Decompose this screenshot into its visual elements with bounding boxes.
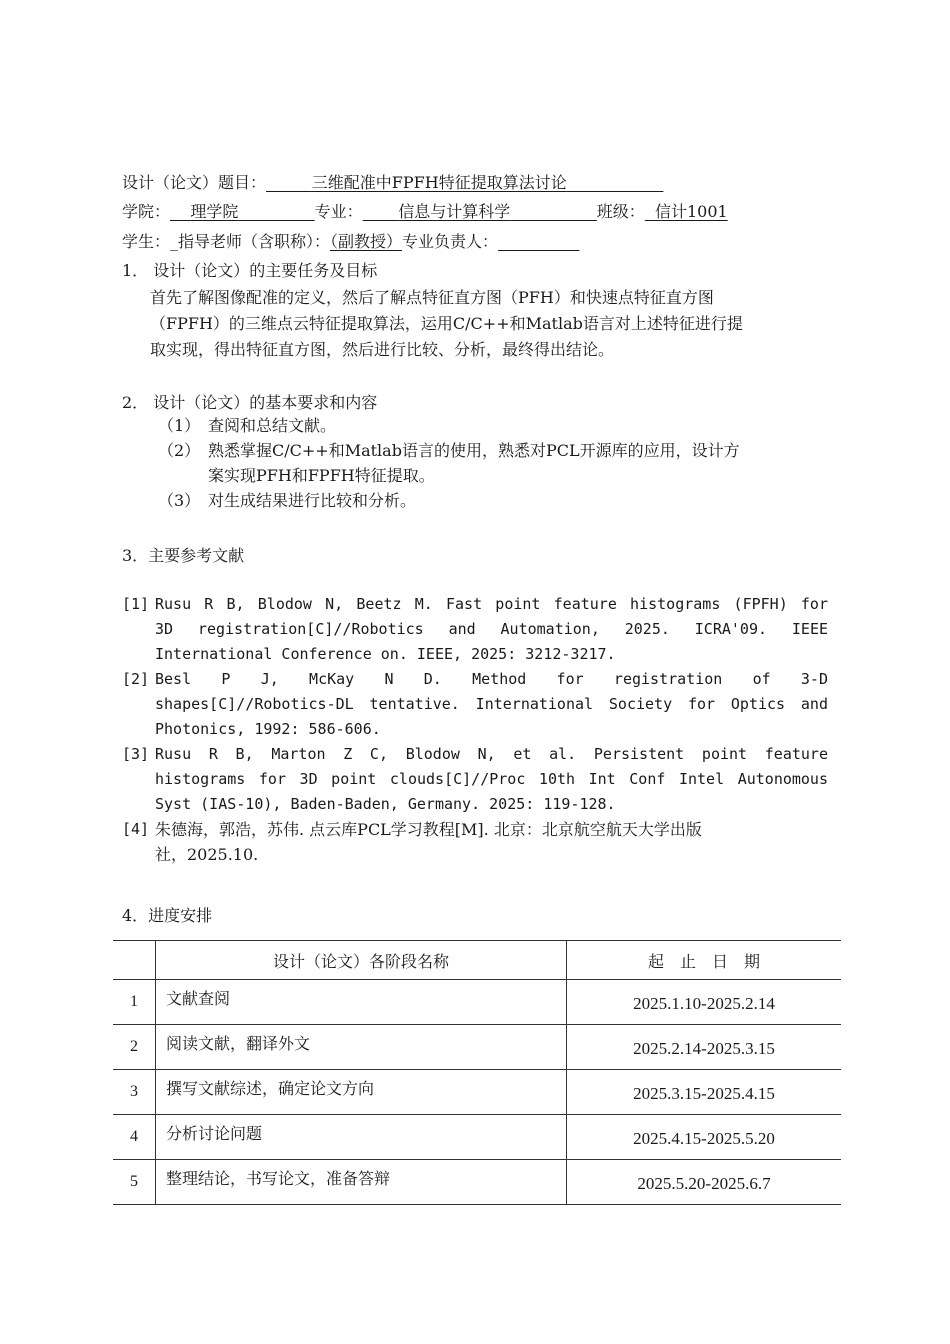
row-date: 2025.4.15-2025.5.20 [567, 1115, 842, 1160]
advisor-title: （副教授） [330, 232, 403, 251]
table-row [113, 1025, 841, 1070]
row-number: 5 [113, 1160, 156, 1205]
reference-line: International Conference on. IEEE, 2025: 3212-3217. [155, 645, 616, 663]
row-number: 2 [113, 1025, 156, 1070]
major-head-value [498, 232, 579, 251]
reference-line: histograms for 3D point clouds[C]//Proc 10th Int Conf Intel Autonomous [155, 770, 828, 788]
reference-item [122, 742, 828, 817]
reference-number: [4] [122, 820, 150, 838]
college-value: 理学院 [190, 202, 239, 221]
table-row [113, 1070, 841, 1115]
req-item-num: （2） [158, 441, 201, 460]
reference-item [122, 817, 828, 867]
table-row [113, 1115, 841, 1160]
row-stage: 整理结论，书写论文，准备答辩 [156, 1160, 567, 1205]
req-item-text: 熟悉掌握C/C++和Matlab语言的使用，熟悉对PCL开源库的应用，设计方 [208, 441, 740, 460]
row-stage: 阅读文献，翻译外文 [156, 1025, 567, 1070]
reference-line: shapes[C]//Robotics-DL tentative. International Society for Optics and [155, 695, 828, 713]
row-stage: 分析讨论问题 [156, 1115, 567, 1160]
reference-line: 社，2025.10. [155, 845, 259, 864]
schedule-table [113, 940, 841, 1205]
title-label: 设计（论文）题目： [122, 173, 267, 192]
reference-line: Besl P J, McKay N D. Method for registration of 3-D [155, 670, 828, 688]
reference-number: [1] [122, 595, 150, 613]
row-date: 2025.2.14-2025.3.15 [567, 1025, 842, 1070]
reference-number: [3] [122, 745, 150, 763]
section1-heading: 1． 设计（论文）的主要任务及目标 [122, 261, 378, 280]
row-number: 3 [113, 1070, 156, 1115]
row-stage: 撰写文献综述，确定论文方向 [156, 1070, 567, 1115]
class-value: 信计1001 [654, 202, 728, 221]
student-advisor-label: 学生：_指导老师（含职称）： [122, 232, 331, 251]
row-date: 2025.1.10-2025.2.14 [567, 980, 842, 1025]
row-date: 2025.5.20-2025.6.7 [567, 1160, 842, 1205]
req-item-text: 查阅和总结文献。 [208, 416, 337, 435]
student-line [122, 229, 579, 254]
section3-heading: 3．主要参考文献 [122, 546, 245, 565]
req-item-num: （3） [158, 491, 201, 510]
row-number: 1 [113, 980, 156, 1025]
section1-line: 取实现，得出特征直方图，然后进行比较、分析，最终得出结论。 [150, 340, 615, 359]
section1-line: （FPFH）的三维点云特征提取算法，运用C/C++和Matlab语言对上述特征进行提 [150, 314, 743, 333]
major-label: 专业： [314, 202, 363, 221]
section4-heading: 4．进度安排 [122, 906, 213, 925]
reference-line: 3D registration[C]//Robotics and Automation, 2025. ICRA'09. IEEE [155, 620, 828, 638]
reference-line: 朱德海，郭浩，苏伟. 点云库PCL学习教程[M]. 北京：北京航空航天大学出版 [155, 820, 702, 839]
reference-line: Rusu R B, Blodow N, Beetz M. Fast point feature histograms (FPFH) for [155, 595, 828, 613]
class-label: 班级： [596, 202, 645, 221]
title-line [122, 170, 663, 195]
row-number: 4 [113, 1115, 156, 1160]
reference-number: [2] [122, 670, 150, 688]
title-value: 三维配准中FPFH特征提取算法讨论 [311, 173, 567, 192]
req-item-text: 案实现PFH和FPFH特征提取。 [208, 466, 435, 485]
table-header-date: 起 止 日 期 [567, 941, 842, 980]
section1-line: 首先了解图像配准的定义，然后了解点特征直方图（PFH）和快速点特征直方图 [150, 288, 714, 307]
table-header-num [113, 941, 156, 980]
reference-item [122, 667, 828, 742]
req-item-text: 对生成结果进行比较和分析。 [208, 491, 417, 510]
major-head-label: 专业负责人： [402, 232, 499, 251]
major-value: 信息与计算科学 [398, 202, 511, 221]
row-date: 2025.3.15-2025.4.15 [567, 1070, 842, 1115]
row-stage: 文献查阅 [156, 980, 567, 1025]
reference-line: Syst (IAS-10), Baden-Baden, Germany. 2025: 119-128. [155, 795, 616, 813]
section1-body [150, 285, 830, 363]
table-header-stage: 设计（论文）各阶段名称 [156, 941, 567, 980]
req-item-num: （1） [158, 416, 201, 435]
reference-item [122, 592, 828, 667]
table-header-row [113, 941, 841, 980]
table-row [113, 980, 841, 1025]
reference-line: Photonics, 1992: 586-606. [155, 720, 381, 738]
college-line [122, 199, 728, 224]
section2-heading: 2． 设计（论文）的基本要求和内容 [122, 393, 378, 412]
college-label: 学院： [122, 202, 171, 221]
table-row [113, 1160, 841, 1205]
reference-line: Rusu R B, Marton Z C, Blodow N, et al. Persistent point feature [155, 745, 828, 763]
